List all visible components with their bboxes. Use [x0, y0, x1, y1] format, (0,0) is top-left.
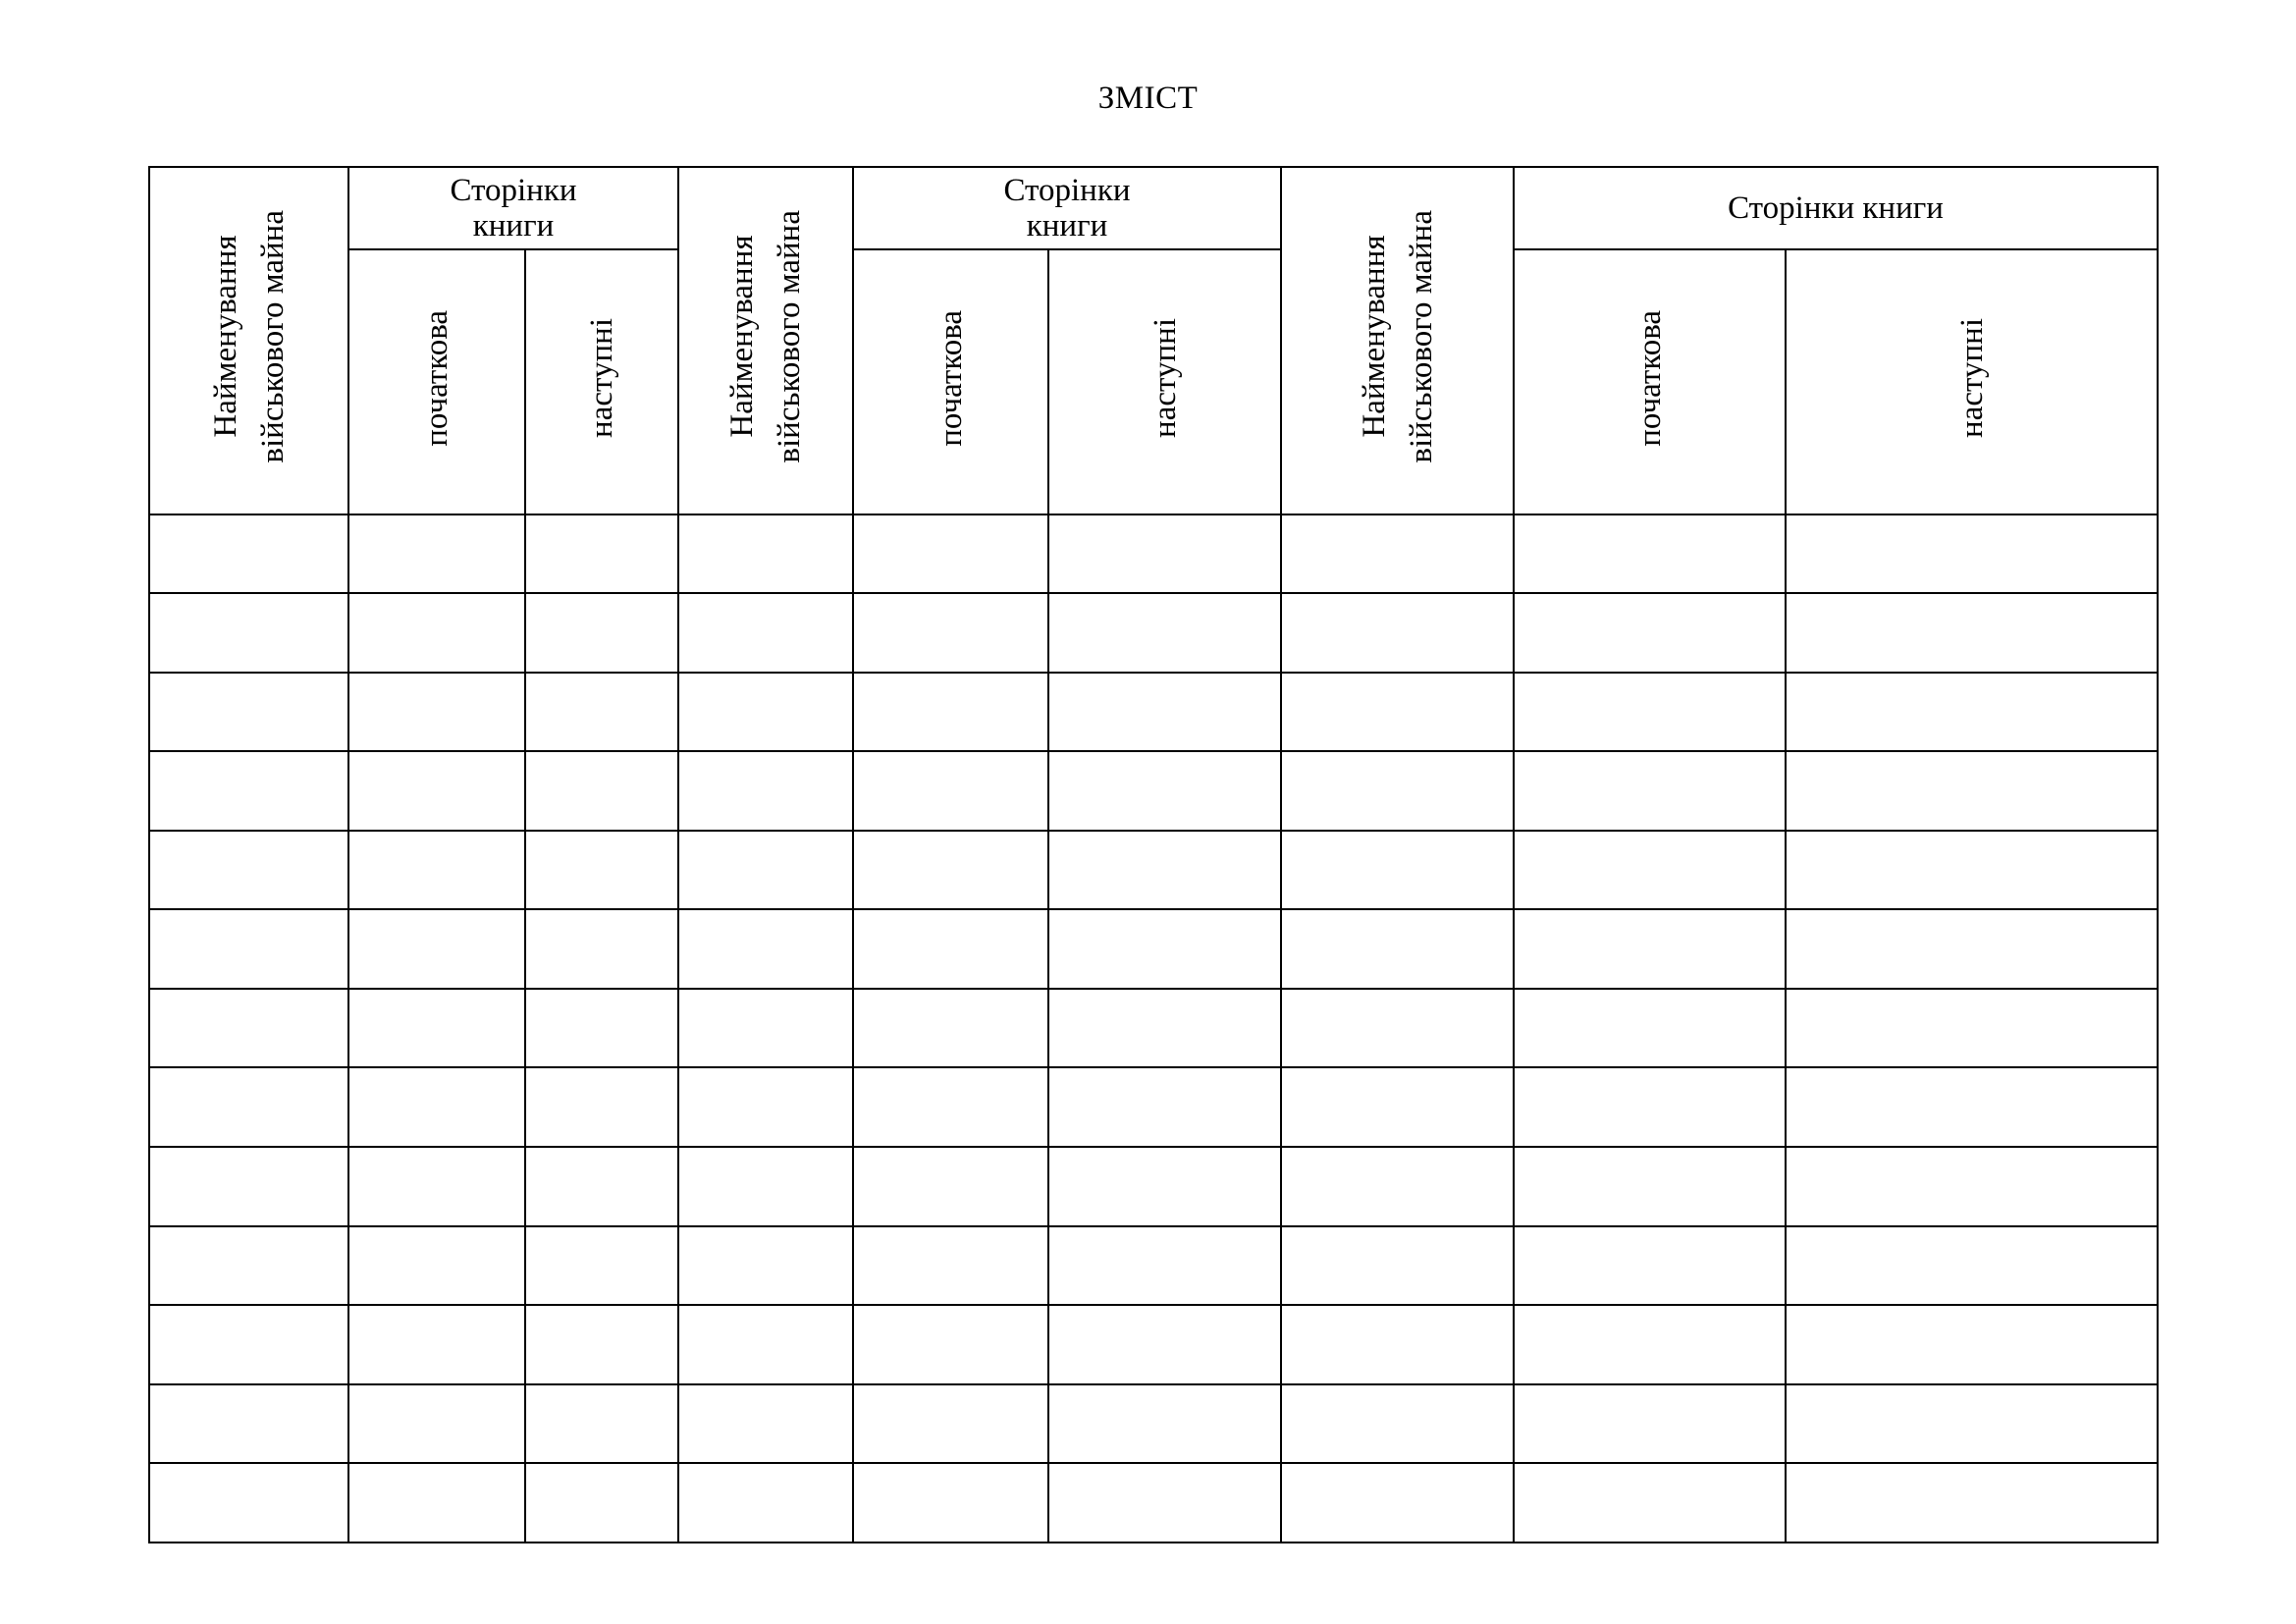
- header-book-pages-single: Сторінки книги: [1728, 189, 1944, 226]
- table-cell: [149, 514, 348, 594]
- table-cell: [853, 909, 1048, 989]
- table-cell: [1514, 514, 1786, 594]
- table-cell: [149, 1384, 348, 1464]
- table-cell: [853, 1305, 1048, 1384]
- table-cell: [1786, 1305, 2158, 1384]
- table-cell: [348, 514, 525, 594]
- table-cell: [1514, 1147, 1786, 1226]
- table-cell: [853, 1147, 1048, 1226]
- table-cell: [149, 989, 348, 1068]
- table-cell: [1786, 673, 2158, 752]
- table-cell: [1281, 1067, 1514, 1147]
- table-cell: [1281, 1305, 1514, 1384]
- header-first-page-label: початкова: [1631, 309, 1668, 447]
- header-item-name-line2: військового майна: [254, 210, 291, 464]
- table-cell: [678, 673, 853, 752]
- table-cell: [678, 593, 853, 673]
- table-cell: [525, 831, 678, 910]
- table-cell: [525, 1305, 678, 1384]
- header-item-name-line1: Найменування: [1356, 236, 1392, 439]
- table-cell: [1514, 1305, 1786, 1384]
- table-cell: [1514, 831, 1786, 910]
- table-cell: [1514, 1384, 1786, 1464]
- header-item-name-2: [678, 167, 853, 514]
- table-cell: [1514, 1067, 1786, 1147]
- table-cell: [348, 1463, 525, 1543]
- table-cell: [348, 909, 525, 989]
- table-cell: [678, 1147, 853, 1226]
- table-cell: [853, 1226, 1048, 1306]
- header-book-pages-line1: Сторінки: [450, 172, 577, 208]
- table-cell: [1048, 751, 1281, 831]
- table-cell: [1514, 909, 1786, 989]
- table-cell: [853, 1463, 1048, 1543]
- header-book-pages-3: [1514, 167, 2158, 249]
- table-cell: [1786, 1463, 2158, 1543]
- table-row: [149, 1067, 2158, 1147]
- table-cell: [678, 1463, 853, 1543]
- table-row: [149, 1384, 2158, 1464]
- table-row: [149, 514, 2158, 594]
- table-cell: [1281, 909, 1514, 989]
- table-cell: [525, 909, 678, 989]
- table-row: [149, 673, 2158, 752]
- table-cell: [678, 1384, 853, 1464]
- table-cell: [1281, 673, 1514, 752]
- table-cell: [348, 1305, 525, 1384]
- table-cell: [1514, 1226, 1786, 1306]
- table-cell: [678, 1067, 853, 1147]
- table-cell: [678, 831, 853, 910]
- table-cell: [525, 751, 678, 831]
- table-cell: [853, 1067, 1048, 1147]
- header-first-page-2: [853, 249, 1048, 514]
- table-cell: [525, 1067, 678, 1147]
- table-cell: [525, 593, 678, 673]
- table-cell: [348, 751, 525, 831]
- table-cell: [525, 1463, 678, 1543]
- table-cell: [1281, 1147, 1514, 1226]
- table-cell: [149, 1147, 348, 1226]
- table-cell: [348, 989, 525, 1068]
- header-item-name-line1: Найменування: [207, 236, 243, 439]
- table-cell: [1786, 593, 2158, 673]
- header-next-pages-3: [1786, 249, 2158, 514]
- table-cell: [853, 593, 1048, 673]
- table-cell: [348, 1226, 525, 1306]
- table-row: [149, 909, 2158, 989]
- table-cell: [1281, 514, 1514, 594]
- table-cell: [1281, 751, 1514, 831]
- table-cell: [853, 673, 1048, 752]
- header-next-pages-2: [1048, 249, 1281, 514]
- header-book-pages-line2: книги: [472, 207, 555, 244]
- table-cell: [1281, 1384, 1514, 1464]
- table-cell: [853, 1384, 1048, 1464]
- table-cell: [149, 673, 348, 752]
- table-cell: [149, 909, 348, 989]
- table-cell: [1048, 909, 1281, 989]
- header-next-pages-label: наступні: [1147, 318, 1183, 439]
- table-row: [149, 1463, 2158, 1543]
- table-cell: [1048, 1147, 1281, 1226]
- header-first-page-1: [348, 249, 525, 514]
- header-item-name-line2: військового майна: [1403, 210, 1439, 464]
- table-cell: [1514, 1463, 1786, 1543]
- table-cell: [525, 989, 678, 1068]
- table-cell: [678, 1305, 853, 1384]
- table-cell: [149, 1463, 348, 1543]
- table-cell: [348, 1147, 525, 1226]
- table-cell: [149, 831, 348, 910]
- table-cell: [1514, 989, 1786, 1068]
- header-book-pages-line1: Сторінки: [1003, 172, 1131, 208]
- table-cell: [1786, 1147, 2158, 1226]
- table-row: [149, 1147, 2158, 1226]
- page-title: ЗМІСТ: [1097, 81, 1199, 116]
- header-book-pages-1: [348, 167, 678, 249]
- table-cell: [1786, 1067, 2158, 1147]
- table-row: [149, 1305, 2158, 1384]
- table-cell: [348, 1384, 525, 1464]
- header-next-pages-1: [525, 249, 678, 514]
- table-cell: [348, 673, 525, 752]
- table-cell: [149, 1305, 348, 1384]
- table-cell: [1048, 593, 1281, 673]
- table-cell: [149, 1067, 348, 1147]
- table-cell: [1786, 909, 2158, 989]
- table-cell: [525, 1226, 678, 1306]
- table-cell: [1048, 831, 1281, 910]
- table-row: [149, 831, 2158, 910]
- table-cell: [1048, 1384, 1281, 1464]
- table-cell: [348, 593, 525, 673]
- table-cell: [1281, 1463, 1514, 1543]
- header-row-group: [149, 167, 2158, 249]
- table-cell: [678, 989, 853, 1068]
- table-cell: [1514, 593, 1786, 673]
- table-cell: [853, 751, 1048, 831]
- contents-table: [148, 166, 2159, 1543]
- header-item-name-line1: Найменування: [724, 236, 760, 439]
- table-cell: [678, 751, 853, 831]
- header-first-page-3: [1514, 249, 1786, 514]
- table-cell: [853, 831, 1048, 910]
- header-next-pages-label: наступні: [1953, 318, 1990, 439]
- table-body: [149, 514, 2158, 1543]
- table-cell: [1048, 1226, 1281, 1306]
- table-cell: [149, 593, 348, 673]
- table-cell: [1048, 1463, 1281, 1543]
- table-row: [149, 751, 2158, 831]
- table-cell: [1281, 989, 1514, 1068]
- table-cell: [1514, 673, 1786, 752]
- table-cell: [149, 1226, 348, 1306]
- table-cell: [149, 751, 348, 831]
- table-cell: [1786, 989, 2158, 1068]
- table-row: [149, 593, 2158, 673]
- header-first-page-label: початкова: [933, 309, 969, 447]
- table-row: [149, 1226, 2158, 1306]
- header-book-pages-2: [853, 167, 1281, 249]
- table-cell: [1048, 989, 1281, 1068]
- header-item-name-3: [1281, 167, 1514, 514]
- table-cell: [1514, 751, 1786, 831]
- table-cell: [348, 831, 525, 910]
- table-cell: [348, 1067, 525, 1147]
- header-row-sub: [149, 249, 2158, 514]
- header-item-name-line2: військового майна: [772, 210, 807, 464]
- table-cell: [678, 909, 853, 989]
- table-cell: [1786, 1226, 2158, 1306]
- table-cell: [1786, 514, 2158, 594]
- header-first-page-label: початкова: [419, 309, 454, 447]
- table-cell: [1281, 1226, 1514, 1306]
- table-cell: [525, 1384, 678, 1464]
- table-row: [149, 989, 2158, 1068]
- table-cell: [525, 673, 678, 752]
- table-cell: [853, 514, 1048, 594]
- table-cell: [678, 514, 853, 594]
- table-cell: [678, 1226, 853, 1306]
- table-cell: [1048, 514, 1281, 594]
- table-cell: [853, 989, 1048, 1068]
- header-next-pages-label: наступні: [584, 318, 619, 439]
- table-cell: [525, 1147, 678, 1226]
- table-cell: [1281, 831, 1514, 910]
- header-book-pages-line2: книги: [1026, 207, 1108, 244]
- table-cell: [1786, 751, 2158, 831]
- table-cell: [1281, 593, 1514, 673]
- table-cell: [1048, 1305, 1281, 1384]
- table-cell: [525, 514, 678, 594]
- table-cell: [1048, 673, 1281, 752]
- table-cell: [1048, 1067, 1281, 1147]
- header-item-name-1: [149, 167, 348, 514]
- table-cell: [1786, 831, 2158, 910]
- table-cell: [1786, 1384, 2158, 1464]
